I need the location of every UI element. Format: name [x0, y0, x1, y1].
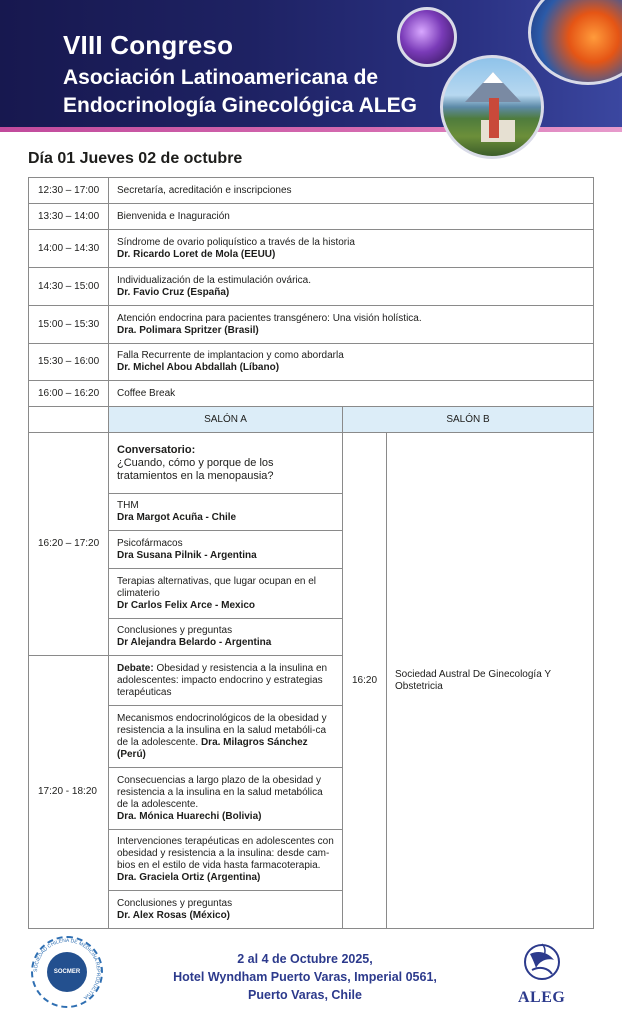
- activity-title: Secretaría, acreditación e inscripciones: [117, 184, 292, 196]
- speaker-name: Dr. Michel Abou Abdallah (Líbano): [117, 362, 280, 373]
- activity-title: Falla Recurrente de implantacion y como abordarla: [117, 350, 344, 361]
- talk-topic: THM: [117, 500, 139, 511]
- plenary-time-cell: [28, 267, 109, 306]
- congress-title: VIII Congreso: [63, 30, 234, 60]
- plenary-time-cell: [28, 343, 109, 381]
- time-text: 16:20 – 17:20: [38, 538, 100, 549]
- talk-topic: Terapias alternativas, que lugar ocupan en el climaterio: [117, 575, 317, 599]
- activity-title: Sociedad Austral De Ginecología Y Obstetricia: [395, 668, 551, 692]
- plenary-activity-cell: [108, 177, 594, 204]
- church-tower-shape: [489, 98, 499, 138]
- conversatorio-label: Conversatorio:: [117, 443, 196, 456]
- speaker-name: Dra Margot Acuña - Chile: [117, 512, 237, 523]
- plenary-time-cell: [28, 229, 109, 268]
- aleg-wordmark: ALEG: [518, 989, 566, 1006]
- speaker-name: Dra Susana Pilnik - Argentina: [117, 549, 257, 561]
- day-title: Día 01 Jueves 02 de octubre: [28, 150, 243, 167]
- time-text: 14:30 – 15:00: [38, 280, 100, 292]
- time-text: 15:30 – 16:00: [38, 356, 100, 367]
- activity-title: Bienvenida e Inaguración: [117, 210, 230, 222]
- salon-b-activity-cell: [386, 432, 594, 929]
- association-title-line-1: Asociación Latinoamericana de: [63, 66, 379, 89]
- salon-b-header: [342, 406, 594, 433]
- socmer-inner-circle: [47, 952, 87, 992]
- event-city: Puerto Varas, Chile: [248, 988, 362, 1002]
- time-text: 16:20: [352, 674, 378, 686]
- schedule-table: [28, 177, 594, 929]
- session-time-cell: [28, 432, 109, 656]
- cell-illustration-image: [397, 7, 457, 67]
- plenary-activity-cell: [108, 203, 594, 230]
- debate-text: [117, 663, 336, 699]
- association-title-line-2: Endocrinología Ginecológica ALEG: [63, 94, 417, 117]
- event-dates: 2 al 4 de Octubre 2025,: [237, 952, 373, 966]
- debate-title: Obesidad y resistencia a la insulina en adolescentes: impacto endocrino y estrategias terapéuticas: [117, 662, 328, 698]
- activity-title: Síndrome de ovario poliquístico a través de la historia: [117, 236, 355, 248]
- aleg-logo: [514, 940, 574, 1010]
- salon-a-label: SALÓN A: [204, 413, 247, 425]
- plenary-time-cell: [28, 203, 109, 230]
- conversatorio-cell: [108, 432, 343, 494]
- event-venue-info: [160, 950, 450, 1004]
- activity-title: Individualización de la estimulación ovárica.: [117, 274, 311, 286]
- plenary-activity-cell: [108, 380, 594, 407]
- time-text: 12:30 – 17:00: [38, 184, 100, 196]
- talk-cell: [108, 767, 343, 830]
- plenary-activity-cell: [108, 343, 594, 381]
- speaker-name: Dra. Milagros Sánchez (Perú): [117, 736, 308, 760]
- talk-cell: [108, 568, 343, 619]
- speaker-name: Dr. Alex Rosas (México): [117, 909, 231, 921]
- conversatorio-question: ¿Cuando, cómo y porque de los tratamientos en la menopausia?: [117, 456, 274, 482]
- speaker-name: Dr Carlos Felix Arce - Mexico: [117, 599, 256, 611]
- debate-cell: [108, 655, 343, 706]
- plenary-activity-cell: [108, 229, 594, 268]
- volcano-snow-shape: [483, 72, 503, 83]
- plenary-activity-cell: [108, 305, 594, 344]
- talk-cell: [108, 530, 343, 569]
- plenary-activity-cell: [108, 267, 594, 306]
- event-venue: Hotel Wyndham Puerto Varas, Imperial 0561,: [173, 970, 437, 984]
- time-text: 15:00 – 15:30: [38, 318, 100, 330]
- debate-label: Debate:: [117, 662, 154, 674]
- talk-topic: Psicofármacos: [117, 537, 183, 549]
- session-time-cell: [28, 655, 109, 929]
- time-text: 16:00 – 16:20: [38, 387, 100, 399]
- socmer-ring-text: SOCIEDAD CHILENA DE MEDICINA REPRODUCTIVA: [32, 937, 102, 1001]
- organ-illustration-image: [528, 0, 622, 85]
- time-text: 17:20 - 18:20: [38, 786, 97, 797]
- talk-cell: [108, 829, 343, 891]
- talk-cell: [108, 890, 343, 929]
- talk-topic: Intervenciones terapéuticas en adolescentes con obesidad y resistencia a la insulina: desde cam-bios en el estilo de vida hasta farmacoterapia.: [117, 836, 334, 871]
- puerto-varas-photo: [440, 55, 544, 159]
- plenary-time-cell: [28, 380, 109, 407]
- time-text: 13:30 – 14:00: [38, 210, 100, 222]
- socmer-label: SOCMER: [53, 969, 81, 975]
- speaker-name: Dr. Ricardo Loret de Mola (EEUU): [117, 248, 276, 260]
- speaker-name: Dr. Favio Cruz (España): [117, 286, 230, 298]
- talk-topic: Consecuencias a largo plazo de la obesidad y resistencia a la insulina en la salud metabólica de la adolescente.: [117, 774, 323, 810]
- speaker-name: Dra. Mónica Huarechi (Bolivia): [117, 810, 262, 822]
- talk-cell: [108, 618, 343, 656]
- speaker-name: Dr Alejandra Belardo - Argentina: [117, 637, 272, 648]
- talk-topic: Mecanismos endocrinológicos de la obesidad y resistencia a la insulina en la salud metabóli-ca de la adolescente.: [117, 712, 327, 748]
- salon-a-header: [108, 406, 343, 433]
- activity-title: Atención endocrina para pacientes transgénero: Una visión holística.: [117, 312, 422, 324]
- talk-topic: Conclusiones y preguntas: [117, 625, 233, 636]
- salon-b-time-cell: [342, 432, 387, 929]
- talk-cell: [108, 705, 343, 768]
- room-header-empty-cell: [28, 406, 109, 433]
- talk-cell: [108, 493, 343, 531]
- talk-topic-with-speaker: [117, 713, 336, 761]
- time-text: 14:00 – 14:30: [38, 242, 100, 254]
- aleg-globe-icon: [522, 940, 562, 984]
- speaker-name: Dra. Polimara Spritzer (Brasil): [117, 324, 259, 336]
- salon-b-label: SALÓN B: [446, 413, 490, 425]
- plenary-time-cell: [28, 177, 109, 204]
- socmer-logo: [31, 936, 103, 1008]
- plenary-time-cell: [28, 305, 109, 344]
- activity-title: Coffee Break: [117, 387, 176, 399]
- speaker-name: Dra. Graciela Ortiz (Argentina): [117, 872, 261, 883]
- talk-topic: Conclusiones y preguntas: [117, 897, 233, 909]
